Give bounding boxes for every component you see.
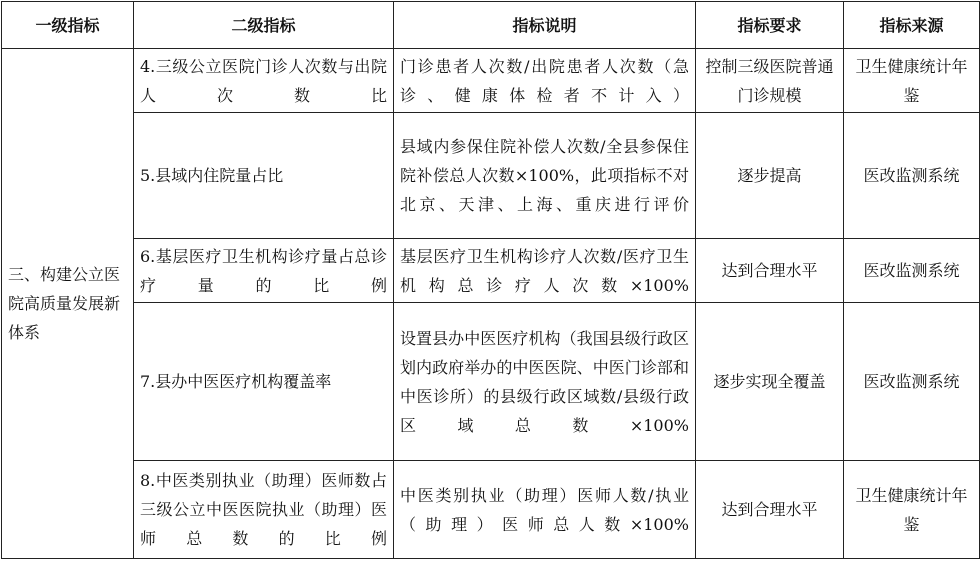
table-row [2, 303, 980, 461]
indicator-source: 医改监测系统 [844, 239, 980, 303]
indicator-description: 设置县办中医医疗机构（我国县级行政区划内政府举办的中医医院、中医门诊部和中医诊所）的县级行政区域数/县级行政区域总数×100% [394, 303, 696, 461]
indicator-requirement: 控制三级医院普通门诊规模 [696, 49, 844, 113]
indicator-requirement: 逐步提高 [696, 113, 844, 239]
indicator-source: 卫生健康统计年鉴 [844, 461, 980, 559]
indicator-table [1, 1, 980, 559]
header-level2: 二级指标 [134, 2, 394, 49]
indicator-description: 门诊患者人次数/出院患者人次数（急诊、健康体检者不计入） [394, 49, 696, 113]
header-source: 指标来源 [844, 2, 980, 49]
table-row [2, 239, 980, 303]
indicator-description: 基层医疗卫生机构诊疗人次数/医疗卫生机构总诊疗人次数×100% [394, 239, 696, 303]
indicator-description: 县域内参保住院补偿人次数/全县参保住院补偿总人次数×100%，此项指标不对北京、天津、上海、重庆进行评价 [394, 113, 696, 239]
header-row [2, 2, 980, 49]
indicator-requirement: 达到合理水平 [696, 239, 844, 303]
indicator-description: 中医类别执业（助理）医师人数/执业（助理）医师总人数×100% [394, 461, 696, 559]
table-row [2, 461, 980, 559]
header-requirement: 指标要求 [696, 2, 844, 49]
indicator-name: 6.基层医疗卫生机构诊疗量占总诊疗量的比例 [134, 239, 394, 303]
indicator-requirement: 逐步实现全覆盖 [696, 303, 844, 461]
indicator-source: 医改监测系统 [844, 303, 980, 461]
indicator-name: 4.三级公立医院门诊人次数与出院人次数比 [134, 49, 394, 113]
indicator-source: 卫生健康统计年鉴 [844, 49, 980, 113]
indicator-requirement: 达到合理水平 [696, 461, 844, 559]
indicator-name: 5.县域内住院量占比 [134, 113, 394, 239]
table-row [2, 49, 980, 113]
header-description: 指标说明 [394, 2, 696, 49]
category-cell: 三、构建公立医院高质量发展新体系 [2, 49, 134, 559]
header-level1: 一级指标 [2, 2, 134, 49]
indicator-name: 7.县办中医医疗机构覆盖率 [134, 303, 394, 461]
table-row [2, 113, 980, 239]
indicator-name: 8.中医类别执业（助理）医师数占三级公立中医医院执业（助理）医师总数的比例 [134, 461, 394, 559]
indicator-source: 医改监测系统 [844, 113, 980, 239]
